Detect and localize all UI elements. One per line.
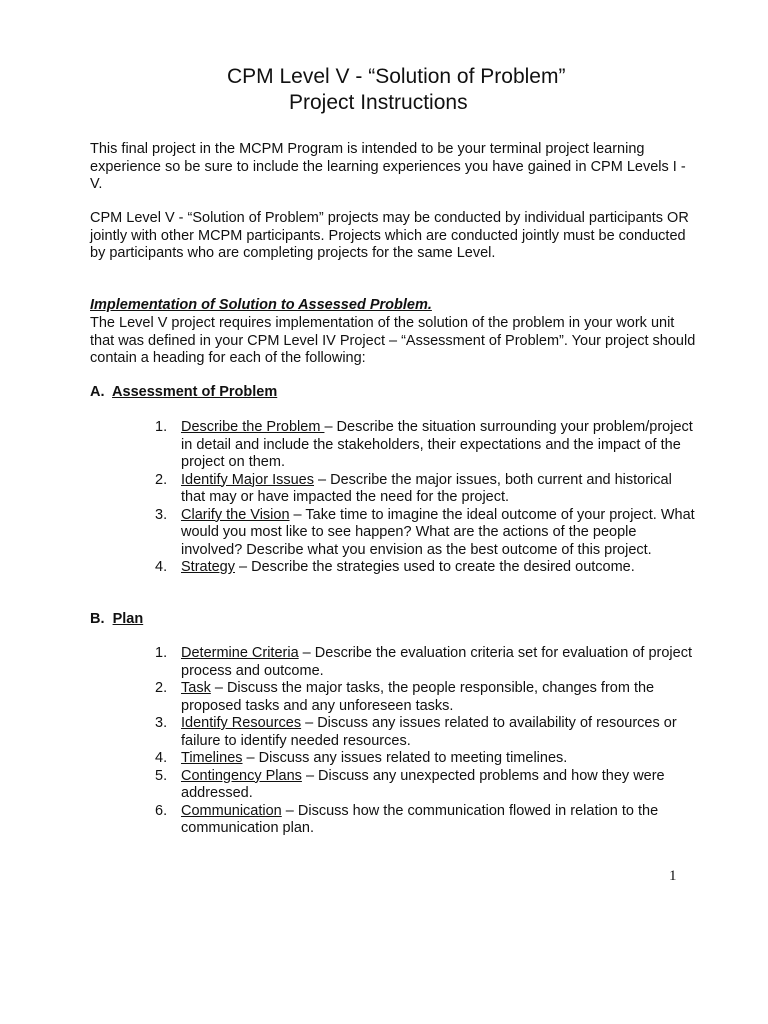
- item-term: Clarify the Vision: [181, 506, 290, 523]
- implementation-heading: Implementation of Solution to Assessed Problem.: [90, 297, 432, 313]
- assessment-list: [155, 419, 700, 577]
- item-term: Task: [181, 680, 211, 696]
- item-term: Timelines: [181, 750, 243, 766]
- implementation-paragraph: The Level V project requires implementation of the solution of the problem in your work unit that was defined in your CPM Level IV Project – “Assessment of Problem”. Your project should contain a heading for each of the following:: [90, 315, 696, 366]
- item-term: Communication: [181, 802, 282, 819]
- list-item: 1. Determine Criteria – Describe the evaluation criteria set for evaluation of project process and outcome.: [155, 645, 692, 679]
- item-term: Describe the Problem: [181, 419, 325, 435]
- list-item: 5. Contingency Plans – Discuss any unexpected problems and how they were addressed.: [155, 767, 665, 801]
- item-description: – Discuss any issues related to availability of resources or failure to identify needed resources.: [181, 715, 677, 749]
- list-item: 4. Strategy – Describe the strategies used to create the desired outcome.: [155, 559, 635, 575]
- item-description: – Discuss any unexpected problems and how they were addressed.: [181, 767, 665, 801]
- item-description: – Take time to imagine the ideal outcome of your project. What would you most like to see happen? What are the actions of the people involved? Describe what you envision as the best outcome of this project.: [181, 506, 695, 558]
- page-number: 1: [669, 868, 677, 884]
- item-description: – Describe the situation surrounding your problem/project in detail and include the stakeholders, their expectations and the impact of the project on them.: [181, 419, 693, 470]
- item-description: – Discuss the major tasks, the people responsible, changes from the proposed tasks and any unforeseen tasks.: [181, 680, 655, 714]
- section-heading-plan: [90, 611, 143, 629]
- list-item: 6. Communication – Discuss how the communication flowed in relation to the communication plan.: [155, 802, 659, 836]
- item-term: Strategy: [181, 559, 235, 575]
- list-item: 2. Task – Discuss the major tasks, the people responsible, changes from the proposed tasks and any unforeseen tasks.: [155, 680, 655, 714]
- section-title: Assessment of Problem: [112, 384, 278, 400]
- item-description: – Describe the evaluation criteria set for evaluation of project process and outcome.: [181, 645, 692, 679]
- plan-list: [155, 645, 700, 838]
- item-term: Determine Criteria: [181, 645, 299, 661]
- participation-paragraph: CPM Level V - “Solution of Problem” projects may be conducted by individual participants OR jointly with other MCPM participants. Projects which are conducted jointly must be conducted by participants who are completing projects for the same Level.: [90, 210, 689, 261]
- item-term: Contingency Plans: [181, 767, 302, 784]
- list-item: 3. Identify Resources – Discuss any issues related to availability of resources or failure to identify needed resources.: [155, 715, 677, 749]
- list-item: 2. Identify Major Issues – Describe the major issues, both current and historical that may or have impacted the need for the project.: [155, 471, 672, 505]
- item-description: – Describe the strategies used to create the desired outcome.: [235, 559, 635, 575]
- section-heading-assessment: [90, 384, 277, 402]
- item-description: – Describe the major issues, both current and historical that may or have impacted the need for the project.: [181, 471, 672, 505]
- item-description: – Discuss any issues related to meeting timelines.: [242, 750, 568, 766]
- list-item: 3. Clarify the Vision – Take time to imagine the ideal outcome of your project. What would you most like to see happen? What are the actions of the people involved? Describe what you envision as the best outcome of this project.: [155, 506, 695, 558]
- item-term: Identify Resources: [181, 715, 302, 731]
- document-subtitle: Project Instructions: [289, 91, 468, 114]
- list-item: 4. Timelines – Discuss any issues related to meeting timelines.: [155, 750, 568, 766]
- intro-paragraph: This final project in the MCPM Program is intended to be your terminal project learning experience so be sure to include the learning experiences you have gained in CPM Levels I - V.: [90, 141, 686, 192]
- section-letter: B.: [90, 611, 105, 627]
- section-title: Plan: [112, 611, 144, 627]
- item-term: Identify Major Issues: [181, 471, 314, 488]
- list-item: 1. Describe the Problem – Describe the situation surrounding your problem/project in detail and include the stakeholders, their expectations and the impact of the project on them.: [155, 419, 693, 470]
- section-letter: A.: [90, 384, 105, 400]
- item-description: – Discuss how the communication flowed in relation to the communication plan.: [181, 802, 659, 836]
- document-title: CPM Level V - “Solution of Problem”: [227, 65, 566, 88]
